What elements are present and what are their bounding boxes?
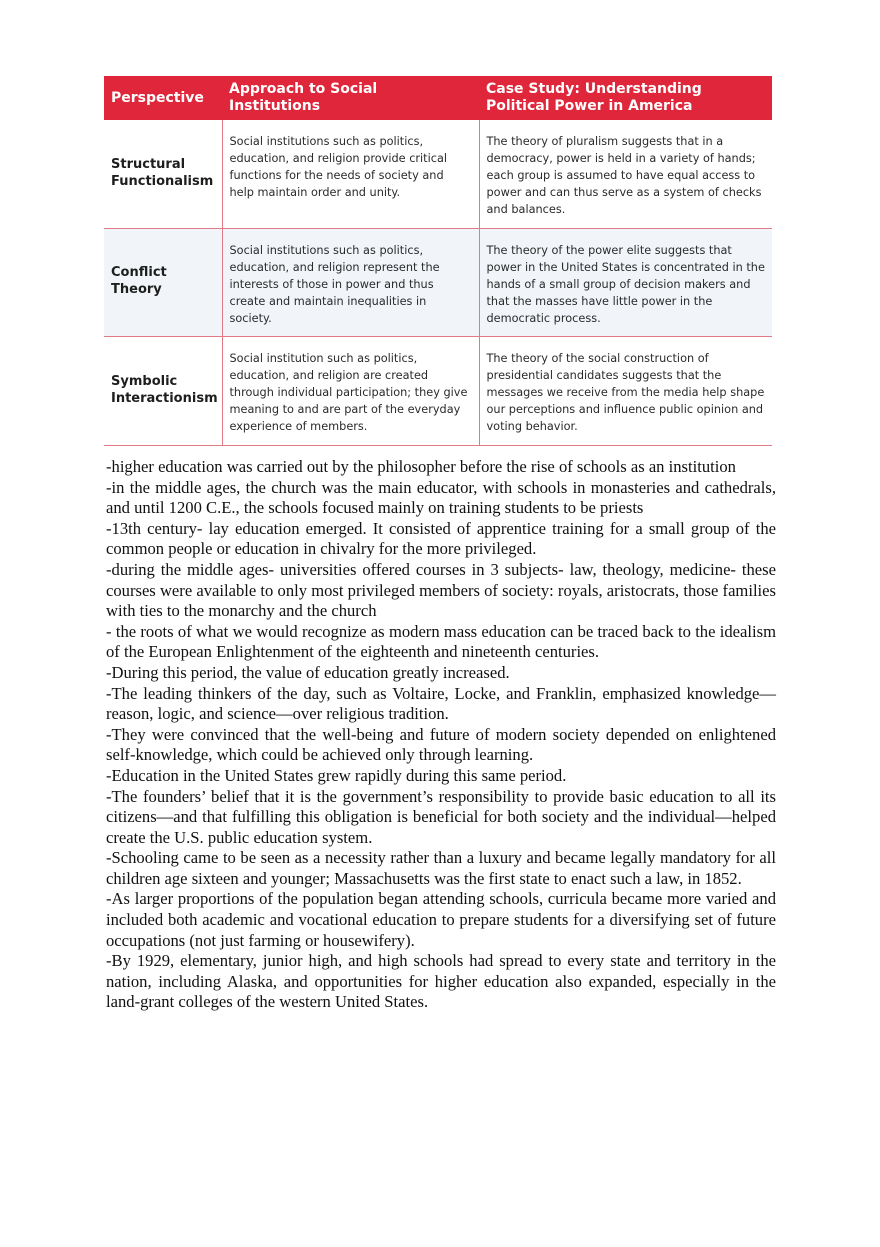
- note-paragraph: -13th century- lay education emerged. It consisted of apprentice training for a small group of the common people or education in chivalry for the more privileged.: [106, 518, 776, 559]
- note-paragraph: -during the middle ages- universities offered courses in 3 subjects- law, theology, medicine- these courses were available to only most privileged members of society: royals, aristocrats, those families with ties to the monarchy and the church: [106, 559, 776, 621]
- table-row: [104, 228, 772, 336]
- cell-case-study: The theory of pluralism suggests that in a democracy, power is held in a variety of hands; each group is assumed to have equal access to power and can thus serve as a system of checks and balances.: [479, 120, 772, 228]
- cell-case-study: The theory of the social construction of presidential candidates suggests that the messages we receive from the media help shape our perceptions and influence public opinion and voting behavior.: [479, 336, 772, 445]
- header-approach: Approach to Social Institutions: [222, 76, 479, 120]
- cell-approach: Social institution such as politics, education, and religion are created through individual participation; they give meaning to and are part of the everyday experience of members.: [222, 336, 479, 445]
- cell-approach: Social institutions such as politics, education, and religion represent the interests of those in power and thus create and maintain inequalities in society.: [222, 228, 479, 336]
- note-paragraph: -Schooling came to be seen as a necessity rather than a luxury and became legally mandatory for all children age sixteen and younger; Massachusetts was the first state to enact such a law, in 1852.: [106, 848, 776, 888]
- cell-approach: Social institutions such as politics, education, and religion provide critical functions for the needs of society and help maintain order and unity.: [222, 120, 479, 228]
- note-paragraph: -The founders’ belief that it is the government’s responsibility to provide basic education to all its citizens—and that fulfilling this obligation is beneficial for both society and the individual—helped create the U.S. public education system.: [106, 786, 776, 847]
- note-paragraph: -higher education was carried out by the philosopher before the rise of schools as an institution: [106, 457, 736, 476]
- note-paragraph: -They were convinced that the well-being and future of modern society depended on enlightened self-knowledge, which could be achieved only through learning.: [106, 724, 776, 765]
- cell-perspective: Symbolic Interactionism: [104, 336, 222, 445]
- cell-perspective: Conflict Theory: [104, 228, 222, 336]
- note-paragraph: -During this period, the value of education greatly increased.: [106, 662, 510, 682]
- note-paragraph: -in the middle ages, the church was the main educator, with schools in monasteries and cathedrals, and until 1200 C.E., the schools focused mainly on training students to be priests: [106, 477, 776, 518]
- header-case-study: Case Study: Understanding Political Power in America: [479, 76, 772, 120]
- note-paragraph: -The leading thinkers of the day, such as Voltaire, Locke, and Franklin, emphasized knowledge—reason, logic, and science—over religious tradition.: [106, 683, 776, 724]
- note-paragraph: -As larger proportions of the population began attending schools, curricula became more varied and included both academic and vocational education to prepare students for a diversifying set of future occupations (not just farming or housewifery).: [106, 889, 776, 950]
- cell-case-study: The theory of the power elite suggests that power in the United States is concentrated in the hands of a small group of decision makers and that the masses have little power in the democratic process.: [479, 228, 772, 336]
- table-row: [104, 120, 772, 228]
- table-header-row: [104, 76, 772, 120]
- table-row: [104, 336, 772, 445]
- education-history-notes: [106, 457, 776, 1013]
- header-perspective: Perspective: [104, 76, 222, 120]
- perspectives-table: [104, 76, 772, 446]
- cell-perspective: Structural Functionalism: [104, 120, 222, 228]
- perspectives-table-wrapper: [104, 76, 772, 446]
- note-paragraph: - the roots of what we would recognize as modern mass education can be traced back to the idealism of the European Enlightenment of the eighteenth and nineteenth centuries.: [106, 621, 776, 662]
- note-paragraph: -By 1929, elementary, junior high, and high schools had spread to every state and territory in the nation, including Alaska, and opportunities for higher education also expanded, especially in the land-grant colleges of the western United States.: [106, 951, 776, 1012]
- note-paragraph: -Education in the United States grew rapidly during this same period.: [106, 765, 567, 785]
